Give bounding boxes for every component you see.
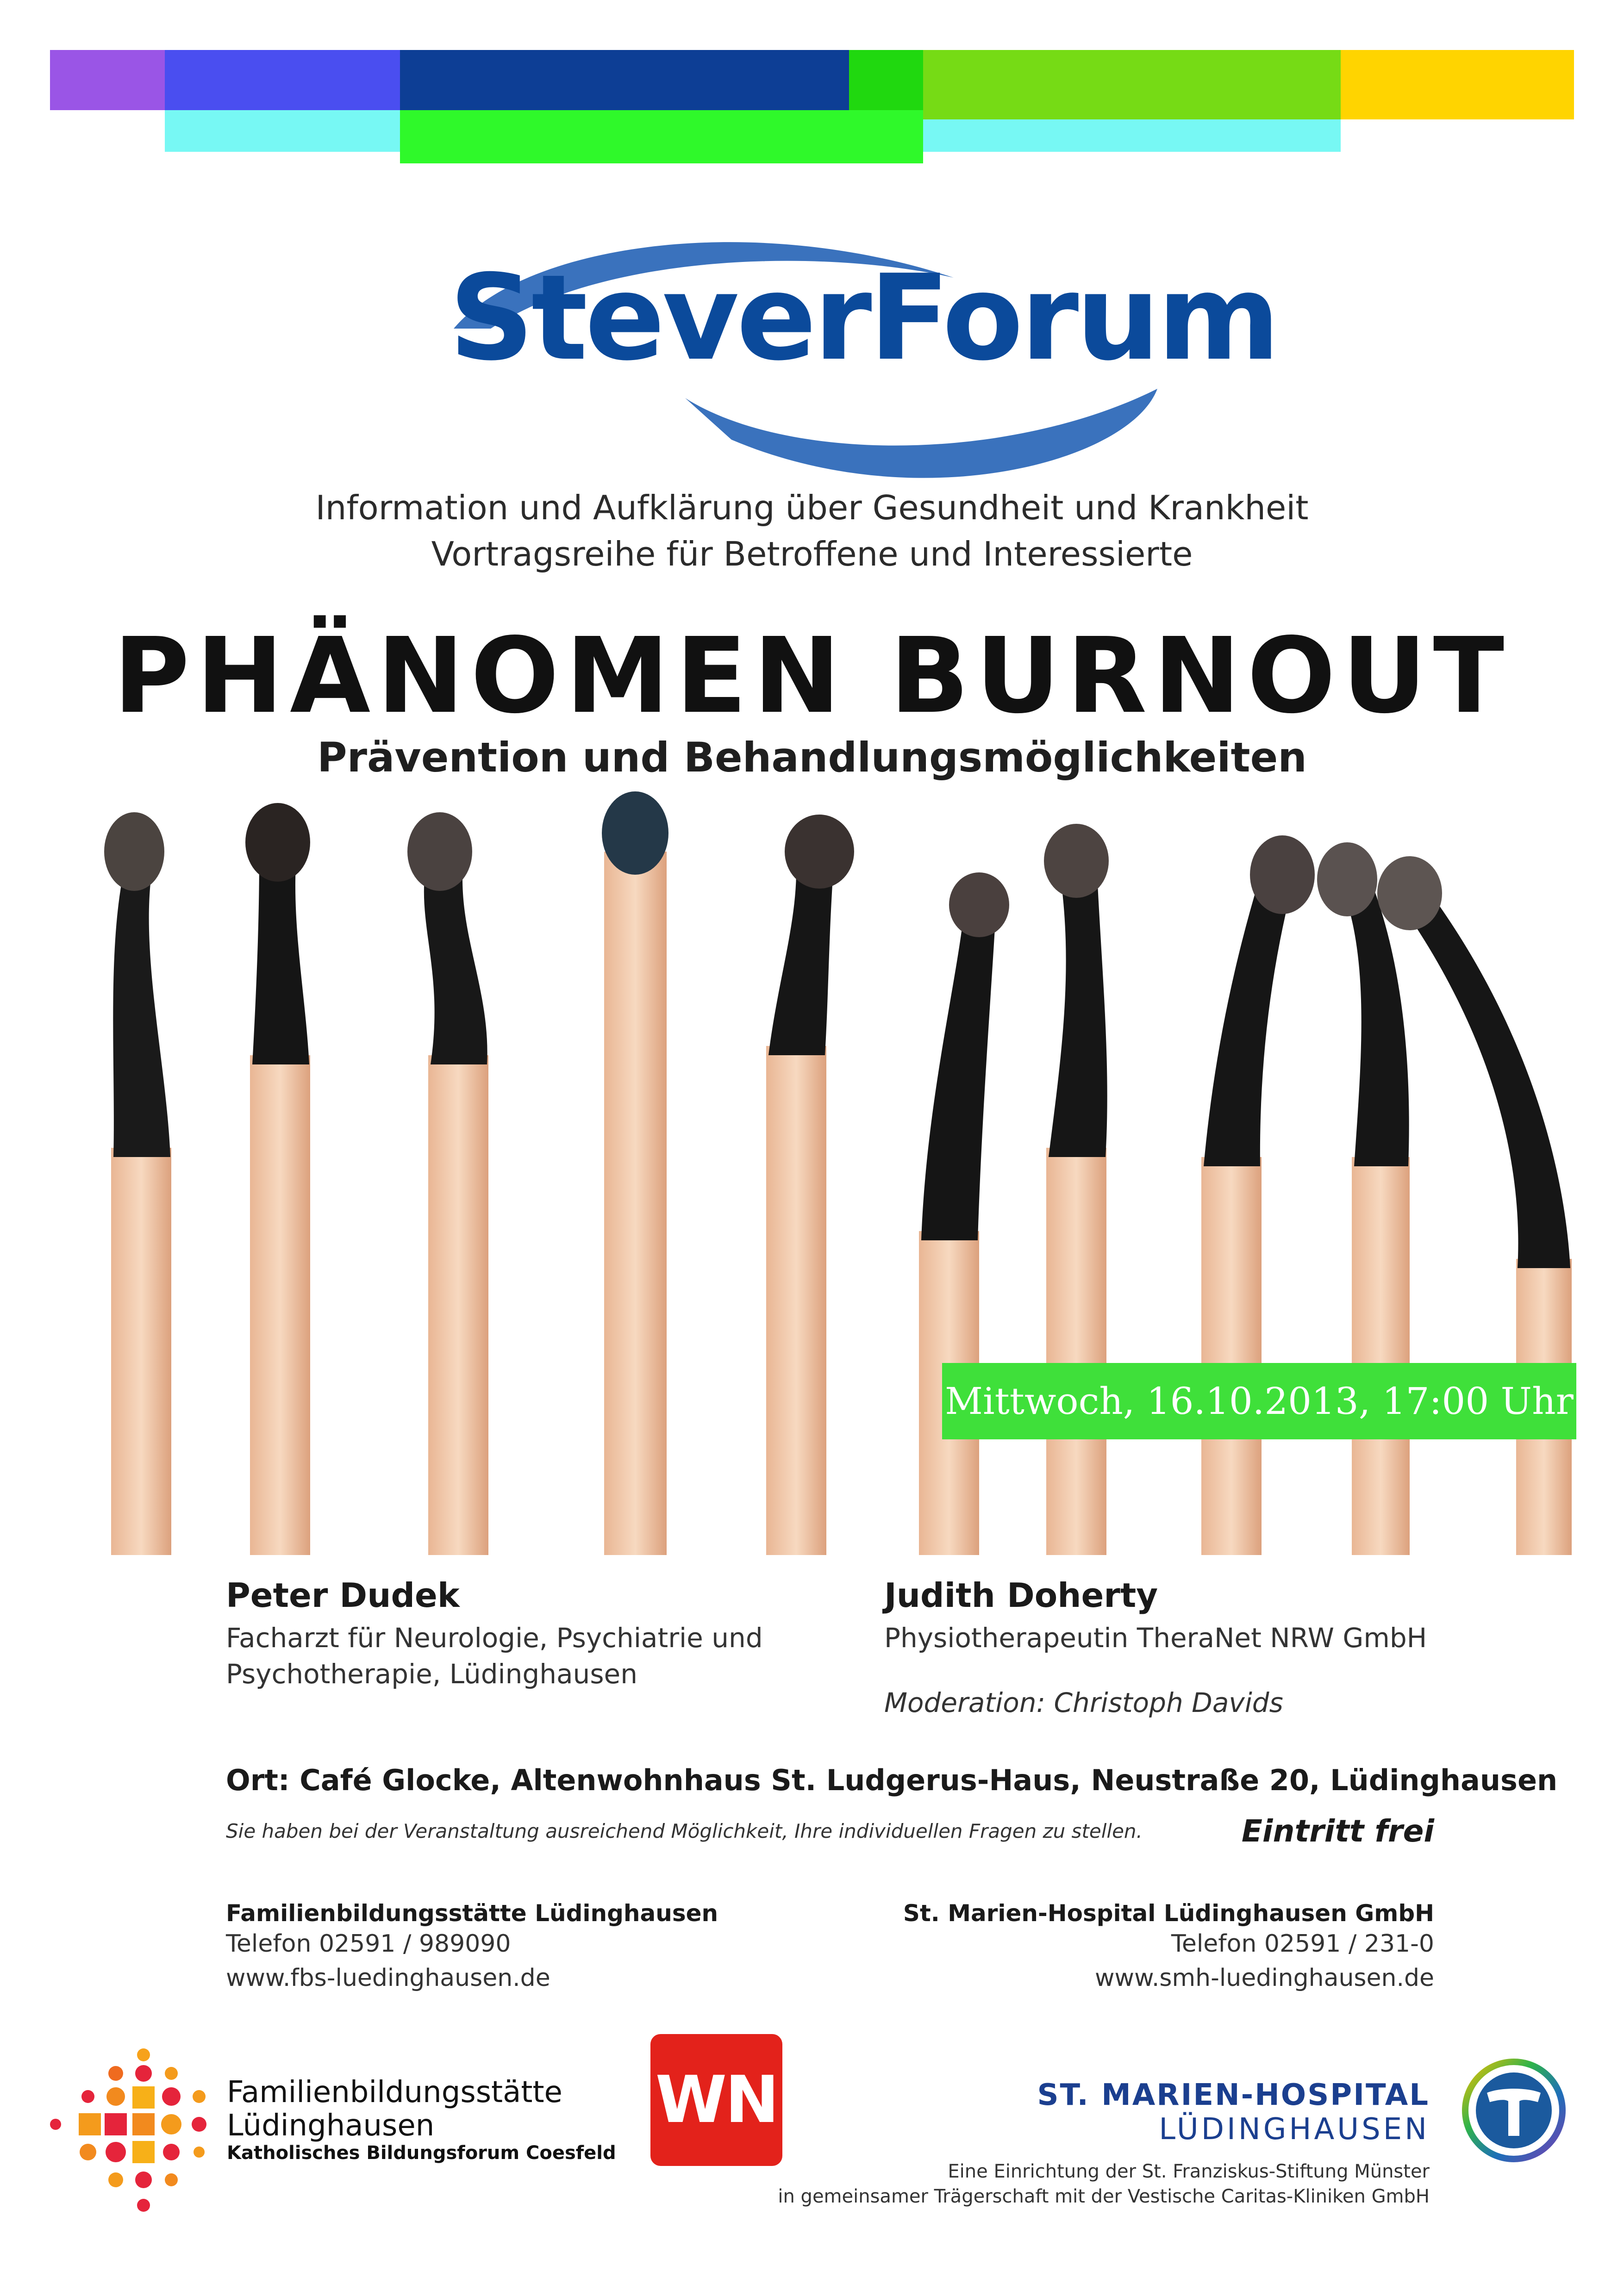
fbs-dots-logo-icon (42, 2046, 218, 2221)
match-3 (407, 812, 488, 1555)
match-9 (1317, 842, 1410, 1555)
contact-right (903, 1900, 1434, 1995)
smh-note-2: in gemeinsamer Trägerschaft mit der Vestische Caritas-Kliniken GmbH (778, 2186, 1430, 2207)
contact-right-web[interactable]: www.smh-luedinghausen.de (1095, 1964, 1434, 1992)
fbs-subtitle: Katholisches Bildungsforum Coesfeld (227, 2142, 616, 2164)
speaker-2-role-1: Physiotherapeutin TheraNet NRW GmbH (884, 1622, 1427, 1654)
contact-right-name: St. Marien-Hospital Lüdinghausen GmbH (903, 1900, 1434, 1927)
match-8 (1201, 835, 1315, 1555)
match-1 (104, 812, 171, 1555)
color-bar-lightgreen (400, 110, 923, 163)
questions-note: Sie haben bei der Veranstaltung ausreichend Möglichkeit, Ihre individuellen Fragen zu stellen. (226, 1820, 1143, 1842)
page-subtitle: Prävention und Behandlungsmöglichkeiten (317, 734, 1307, 781)
event-date: Mittwoch, 16.10.2013, 17:00 Uhr (945, 1380, 1574, 1423)
speaker-1-role-1: Facharzt für Neurologie, Psychiatrie und (226, 1622, 763, 1654)
speaker-1-role-2: Psychotherapie, Lüdinghausen (226, 1658, 637, 1690)
burnt-matches-illustration (0, 787, 1624, 1555)
page-title: PHÄNOMEN BURNOUT (113, 616, 1511, 737)
tagline-1: Information und Aufklärung über Gesundheit und Krankheit (315, 488, 1309, 527)
logo-wordmark: SteverForum (449, 249, 1278, 387)
fbs-name-1: Familienbildungsstätte (227, 2075, 562, 2109)
contact-right-phone: Telefon 02591 / 231-0 (1171, 1930, 1434, 1958)
event-date-badge (942, 1363, 1576, 1439)
wn-logo-text: WN (655, 2062, 778, 2138)
fbs-logo-text (227, 2076, 616, 2164)
franziskus-tau-logo-icon (1458, 2055, 1569, 2166)
fbs-name-2: Lüdinghausen (227, 2109, 435, 2143)
contact-left (226, 1900, 718, 1995)
smh-name-2: LÜDINGHAUSEN (1159, 2112, 1430, 2147)
smh-name-1: ST. MARIEN-HOSPITAL (1037, 2078, 1430, 2112)
smh-logo-text (1037, 2078, 1430, 2147)
color-bar-yellow (1341, 50, 1574, 119)
smh-note (778, 2159, 1430, 2209)
match-2 (245, 803, 310, 1555)
match-7 (1044, 824, 1109, 1555)
contact-left-phone: Telefon 02591 / 989090 (226, 1930, 511, 1958)
contact-left-web[interactable]: www.fbs-luedinghausen.de (226, 1964, 550, 1992)
color-bar-navy (400, 50, 849, 110)
match-6 (919, 872, 1009, 1555)
tagline-2: Vortragsreihe für Betroffene und Interessierte (431, 535, 1193, 573)
color-bar-lime (923, 50, 1341, 119)
match-4 (602, 791, 668, 1555)
match-5 (766, 815, 854, 1555)
contact-left-name: Familienbildungsstätte Lüdinghausen (226, 1900, 718, 1927)
moderation: Moderation: Christoph Davids (884, 1687, 1283, 1718)
color-bar-purple (50, 50, 166, 110)
color-bar-green (849, 50, 923, 110)
speaker-2-name: Judith Doherty (884, 1576, 1158, 1615)
admission: Eintritt frei (1241, 1813, 1434, 1849)
speaker-1-name: Peter Dudek (226, 1576, 460, 1615)
color-bar-blue (165, 50, 401, 110)
smh-note-1: Eine Einrichtung der St. Franziskus-Stiftung Münster (948, 2161, 1430, 2182)
wn-logo (650, 2034, 782, 2166)
venue: Ort: Café Glocke, Altenwohnhaus St. Ludgerus-Haus, Neustraße 20, Lüdinghausen (226, 1763, 1558, 1797)
